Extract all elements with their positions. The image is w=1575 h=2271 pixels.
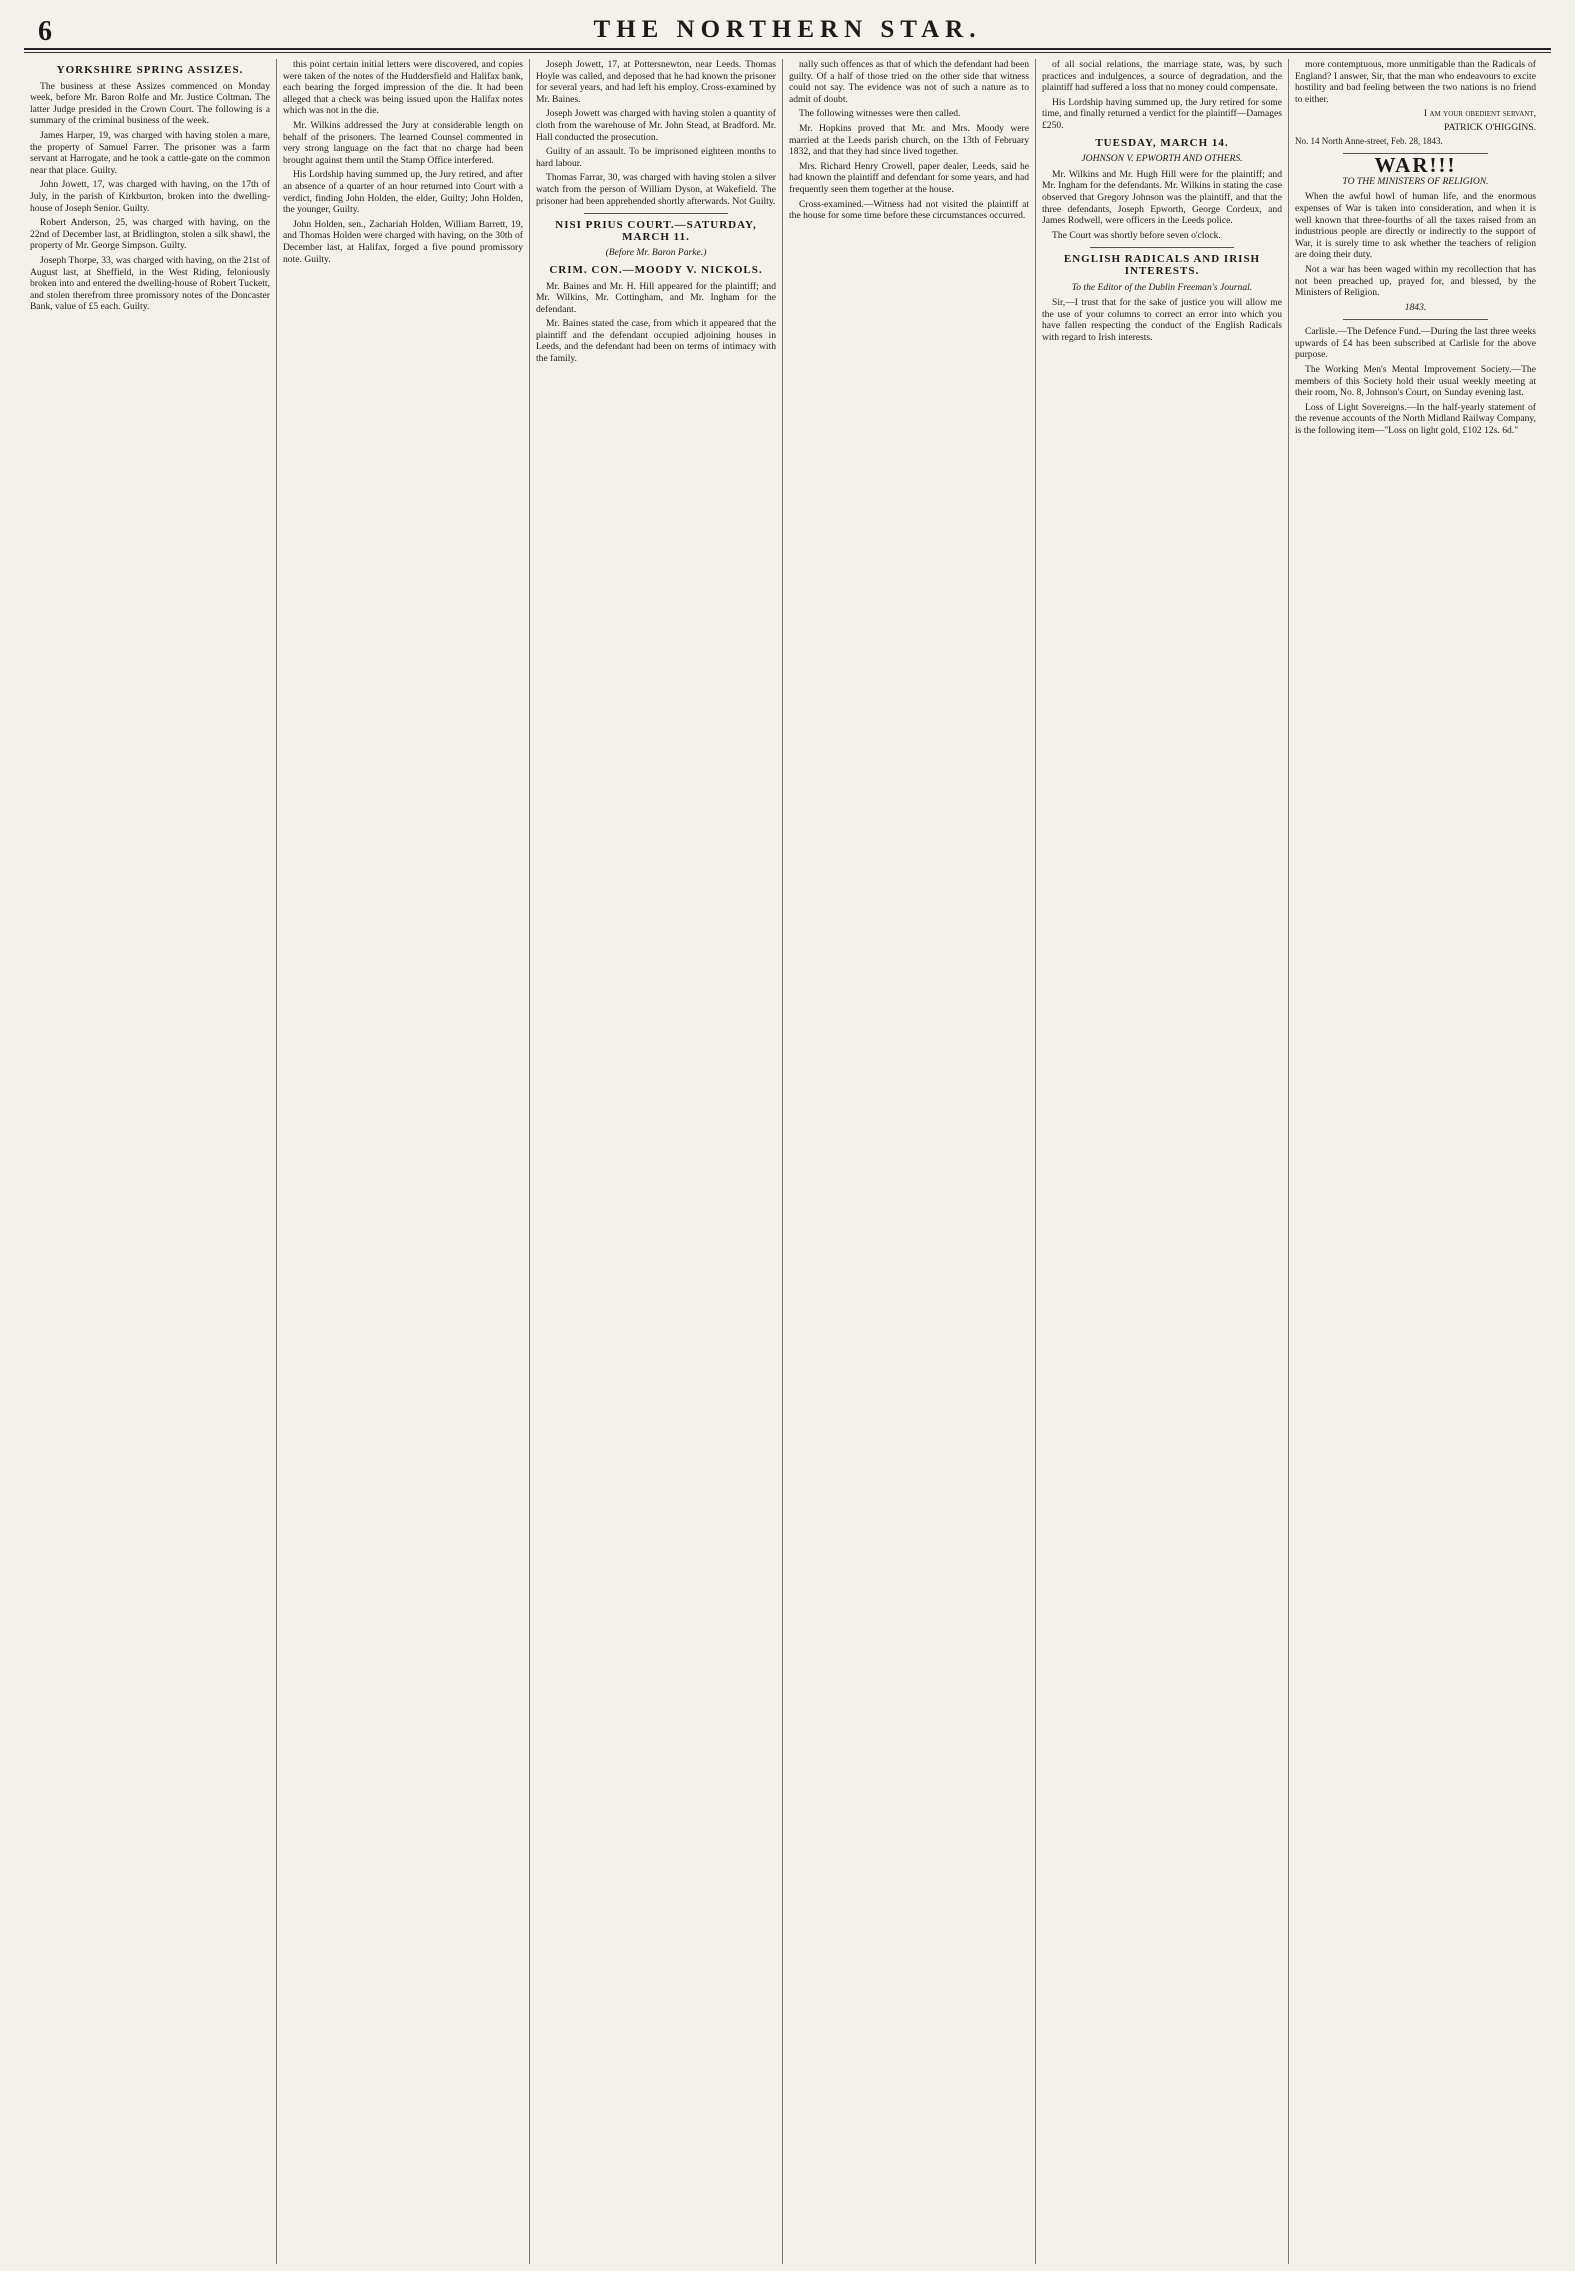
article-paragraph: The business at these Assizes commenced on Monday week, before Mr. Baron Rolfe and Mr. Justice Coltman. The latter Judge presided in the Crown Court. The following is a summary of the criminal business of the week. <box>30 80 270 127</box>
article-paragraph: more contemptuous, more unmitigable than the Radicals of England? I answer, Sir, that the man who endeavours to excite hostility and bad feeling between the two nations is no friend to either. <box>1295 59 1536 105</box>
signature: PATRICK O'HIGGINS. <box>1444 121 1536 133</box>
news-item: Loss of Light Sovereigns.—In the half-yearly statement of the revenue accounts of the North Midland Railway Company, is the following item—"Loss on light gold, £102 12s. 6d." <box>1295 401 1536 437</box>
article-paragraph: of all social relations, the marriage state, was, by such practices and indulgences, a source of degradation, and the plaintiff had suffered a loss that no money could compensate. <box>1042 59 1282 94</box>
column-2 <box>277 59 530 2264</box>
article-paragraph: His Lordship having summed up, the Jury retired, and after an absence of a quarter of an hour returned into Court with a verdict, finding John Holden, the elder, Guilty; John Holden, the younger, Guilty. <box>283 169 523 216</box>
war-heading: WAR!!! <box>1374 153 1457 178</box>
article-paragraph: The Court was shortly before seven o'clock. <box>1052 229 1221 241</box>
article-paragraph: Mrs. Richard Henry Crowell, paper dealer, Leeds, said he had known the plaintiff and defendant for some years, and had frequently seen them together at the house. <box>789 160 1029 195</box>
article-paragraph: Robert Anderson, 25, was charged with having, on the 22nd of December last, at Bridlington, stolen a silk shawl, the property of Mr. George Simpson. Guilty. <box>30 217 270 252</box>
section-divider <box>1090 247 1234 248</box>
article-paragraph: nally such offences as that of which the defendant had been guilty. Of a half of those tried on the other side that witness could not say. The evidence was not of such a nature as to admit of doubt. <box>789 59 1029 105</box>
column-3 <box>530 59 783 2264</box>
date-line: 1843. <box>1404 301 1427 313</box>
article-paragraph: Joseph Jowett, 17, at Pottersnewton, near Leeds. Thomas Hoyle was called, and deposed that he had known the prisoner for several years, and had left his employ. Cross-examined by Mr. Baines. <box>536 59 776 105</box>
article-paragraph: When the awful howl of human life, and the enormous expenses of War is taken into consideration, and when it is well known that three-fourths of all the taxes raised from an industrious people are directly or indirectly to the support of War, it is surely time to ask whether the teachers of religion are doing their duty. <box>1295 191 1536 261</box>
tuesday-heading: TUESDAY, MARCH 14. <box>1095 136 1229 149</box>
article-paragraph: The following witnesses were then called. <box>799 108 961 120</box>
news-item: Carlisle.—The Defence Fund.—During the last three weeks upwards of £4 has been subscribed at Carlisle for the above purpose. <box>1295 326 1536 361</box>
newspaper-title: THE NORTHERN STAR. <box>593 16 982 43</box>
article-paragraph: John Jowett, 17, was charged with having, on the 17th of July, in the parish of Kirkburton, broken into the dwelling-house of Joseph Senior. Guilty. <box>30 179 270 214</box>
article-paragraph: Thomas Farrar, 30, was charged with having stolen a silver watch from the person of William Dyson, at Wakefield. The prisoner had been apprehended shortly afterwards. Not Guilty. <box>536 172 776 207</box>
war-subheading: TO THE MINISTERS OF RELIGION. <box>1342 175 1489 187</box>
article-paragraph: John Holden, sen., Zachariah Holden, William Barrett, 19, and Thomas Holden were charged with having, on the 30th of December last, at Halifax, forged a five pound promissory note. Guilty. <box>283 218 523 265</box>
tuesday-case-title: JOHNSON V. EPWORTH AND OTHERS. <box>1081 153 1243 165</box>
nisi-prius-subheading: (Before Mr. Baron Parke.) <box>605 247 707 259</box>
article-paragraph: Mr. Hopkins proved that Mr. and Mrs. Moody were married at the Leeds parish church, on the 13th of February 1832, and that they had since lived together. <box>789 122 1029 158</box>
article-paragraph: this point certain initial letters were discovered, and copies were taken of the notes of the Huddersfield and Halifax bank, each bearing the forged impression of the die. It had been alleged that a check was being issued upon the Halifax notes which was not in the die. <box>283 59 523 117</box>
section-divider <box>1343 319 1488 320</box>
section-divider <box>584 213 728 214</box>
radicals-heading: ENGLISH RADICALS AND IRISH INTERESTS. <box>1063 253 1261 277</box>
article-paragraph: Guilty of an assault. To be imprisoned eighteen months to hard labour. <box>536 146 776 169</box>
column-4 <box>783 59 1036 2264</box>
article-paragraph: James Harper, 19, was charged with having stolen a mare, the property of Samuel Farrer. The prisoner was a farm servant at Harrogate, and he took a cattle-gate on the common near that place. Guilty. <box>30 129 270 176</box>
article-paragraph: His Lordship having summed up, the Jury retired for some time, and finally returned a verdict for the plaintiff—Damages £250. <box>1042 96 1282 131</box>
masthead <box>24 14 1551 50</box>
nisi-prius-heading: NISI PRIUS COURT.—SATURDAY, MARCH 11. <box>555 219 757 243</box>
news-item: The Working Men's Mental Improvement Society.—The members of this Society hold their usual weekly meeting at their room, No. 8, Johnson's Court, on Sunday evening last. <box>1295 364 1536 399</box>
column-1 <box>24 59 277 2264</box>
case-title: CRIM. CON.—MOODY V. NICKOLS. <box>549 263 763 276</box>
columns <box>24 59 1551 2264</box>
article-paragraph: Mr. Wilkins addressed the Jury at considerable length on behalf of the prisoners. The learned Counsel commented in very strong language on the fact that no charge had been brought against them until the Stamp Office interfered. <box>283 119 523 166</box>
article-paragraph: Joseph Jowett was charged with having stolen a quantity of cloth from the warehouse of Mr. John Stead, at Bradford. Mr. Hall conducted the prosecution. <box>536 108 776 143</box>
article-paragraph: Cross-examined.—Witness had not visited the plaintiff at the house for some time before these circumstances occurred. <box>789 198 1029 222</box>
article-paragraph: Mr. Wilkins and Mr. Hugh Hill were for the plaintiff; and Mr. Ingham for the defendants. Mr. Wilkins in stating the case observed that Gregory Johnson was the plaintiff, and that the three defendants, Joseph Epworth, George Cordeux, and James Rodwell, were officers in the Leeds police. <box>1042 168 1282 227</box>
column-6 <box>1289 59 1542 2264</box>
masthead-rule <box>24 52 1551 53</box>
radicals-subheading: To the Editor of the Dublin Freeman's Journal. <box>1071 281 1253 293</box>
column-5 <box>1036 59 1289 2264</box>
article-paragraph: Mr. Baines and Mr. H. Hill appeared for the plaintiff; and Mr. Wilkins, Mr. Cottingham, and Mr. Ingham for the defendant. <box>536 280 776 315</box>
page-number: 6 <box>38 16 52 47</box>
letter-address: No. 14 North Anne-street, Feb. 28, 1843. <box>1295 135 1443 146</box>
assizes-heading: YORKSHIRE SPRING ASSIZES. <box>56 64 244 76</box>
article-paragraph: Not a war has been waged within my recollection that has not been preached up, prayed for, and blessed, by the Ministers of Religion. <box>1295 263 1536 299</box>
article-paragraph: Mr. Baines stated the case, from which it appeared that the plaintiff and the defendant occupied adjoining houses in Leeds, and the defendant had been on terms of intimacy with the family. <box>536 318 776 365</box>
sign-off: I am your obedient servant, <box>1423 108 1536 120</box>
article-paragraph: Sir,—I trust that for the sake of justice you will allow me the use of your columns to correct an error into which you have fallen respecting the conduct of the English Radicals with regard to Irish interests. <box>1042 297 1282 343</box>
article-paragraph: Joseph Thorpe, 33, was charged with having, on the 21st of August last, at Sheffield, in the West Riding, feloniously broken into and entered the dwelling-house of Robert Tuckett, and stolen therefrom three promissory notes of the Doncaster Bank, value of £5 each. Guilty. <box>30 254 270 313</box>
